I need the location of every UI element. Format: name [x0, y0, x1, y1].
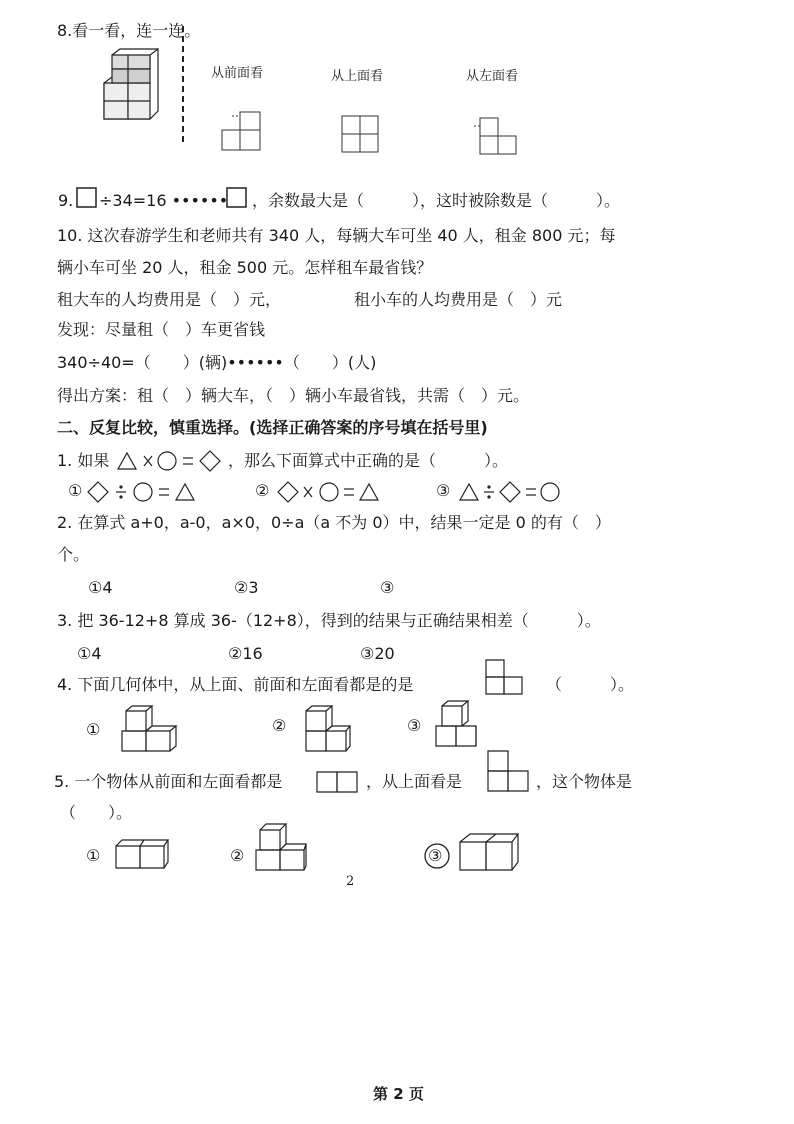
mc5-stem-end: ，这个物体是: [536, 772, 633, 791]
mc5-option-3-solid[interactable]: [458, 830, 522, 874]
mc1-option-3-label[interactable]: ③: [436, 481, 451, 500]
mc3-option-1[interactable]: ①4: [77, 644, 102, 663]
page-number-small: 2: [346, 874, 355, 889]
section2-title: 二、反复比较，慎重选择。(选择正确答案的序号填在括号里): [57, 418, 488, 437]
mc4-option-1-label[interactable]: ①: [86, 720, 101, 739]
mc1-option-1-label[interactable]: ①: [68, 481, 83, 500]
mc5-option-2-label[interactable]: ②: [230, 846, 245, 865]
mc1-option-2-label[interactable]: ②: [255, 481, 270, 500]
q8-dashed-divider: [180, 26, 186, 144]
q10-small-bus-cost: 租小车的人均费用是（ ）元: [354, 290, 563, 309]
mc4-option-2-solid[interactable]: [302, 705, 352, 753]
mc5-option-3-label[interactable]: ③: [428, 846, 443, 865]
q9-remainder-box[interactable]: [226, 187, 248, 209]
q10-line1: 10. 这次春游学生和老师共有 340 人，每辆大车可坐 40 人，租金 800 元；每: [57, 226, 616, 245]
q10-line2: 辆小车可坐 20 人，租金 500 元。怎样租车最省钱？: [57, 258, 433, 277]
mc3-option-3[interactable]: ③20: [360, 644, 395, 663]
q8-title: 8.看一看，连一连。: [57, 21, 201, 40]
mc5-stem-start: 5. 一个物体从前面和左面看都是: [54, 772, 283, 791]
q10-large-bus-cost: 租大车的人均费用是（ ）元，: [57, 290, 282, 309]
mc4-option-2-label[interactable]: ②: [272, 716, 287, 735]
mc4-option-3-label[interactable]: ③: [407, 716, 422, 735]
mc5-option-1-label[interactable]: ①: [86, 846, 101, 865]
mc1-stem-start: 1. 如果: [57, 451, 110, 470]
mc1-equation-shapes: [116, 449, 224, 473]
mc1-stem-end: ，那么下面算式中正确的是（ ）。: [228, 451, 509, 470]
mc1-option-3-formula[interactable]: [458, 480, 562, 504]
mc5-answer-blank[interactable]: （ ）。: [60, 803, 133, 822]
mc3-option-2[interactable]: ②16: [228, 644, 263, 663]
q10-plan: 得出方案：租（ ）辆大车，（ ）辆小车最省钱，共需（ ）元。: [57, 386, 530, 405]
q10-division: 340÷40=（ ）(辆)••••••（ ）(人): [57, 353, 377, 372]
q10-finding: 发现：尽量租（ ）车更省钱: [57, 320, 266, 339]
mc2-stem-line1: 2. 在算式 a+0，a-0，a×0，0÷a（a 不为 0）中，结果一定是 0 的有（ ）: [57, 513, 611, 532]
view-top-label: 从上面看: [331, 69, 384, 84]
mc2-option-2[interactable]: ②3: [234, 578, 259, 597]
q9-dividend-box[interactable]: [76, 187, 98, 209]
mc4-stem: 4. 下面几何体中，从上面、前面和左面看都是的是: [57, 675, 414, 694]
mc1-option-1-formula[interactable]: [86, 480, 196, 504]
mc5-top-view: [487, 750, 531, 794]
mc4-option-3-solid[interactable]: [430, 700, 480, 750]
mc2-option-1[interactable]: ①4: [88, 578, 113, 597]
q9-equation: ÷34=16 ••••••: [99, 191, 229, 210]
mc2-option-3[interactable]: ③: [380, 578, 395, 597]
mc4-view-shape: [485, 659, 525, 697]
mc2-stem-line2: 个。: [57, 545, 90, 564]
mc1-option-2-formula[interactable]: [276, 480, 380, 504]
mc4-option-1-solid[interactable]: [120, 705, 178, 753]
q8-cube-stack: [104, 47, 166, 125]
mc5-option-2-solid[interactable]: [254, 822, 308, 872]
view-front-label: 从前面看: [211, 66, 264, 81]
mc5-front-left-view: [316, 771, 360, 795]
page-footer: 第 2 页: [373, 1085, 424, 1103]
q9-number: 9.: [58, 191, 74, 210]
view-left-label: 从左面看: [466, 69, 519, 84]
q9-question: ，余数最大是（ ），这时被除数是（ ）。: [252, 191, 621, 210]
mc5-option-1-solid[interactable]: [114, 838, 170, 870]
view-front-shape[interactable]: [222, 112, 264, 152]
mc4-answer-blank[interactable]: （ ）。: [546, 675, 635, 694]
mc5-stem-middle: ，从上面看是: [366, 772, 463, 791]
view-top-shape[interactable]: [342, 116, 382, 154]
mc3-stem: 3. 把 36-12+8 算成 36-（12+8），得到的结果与正确结果相差（ ）。: [57, 611, 601, 630]
view-left-shape[interactable]: [474, 114, 520, 156]
